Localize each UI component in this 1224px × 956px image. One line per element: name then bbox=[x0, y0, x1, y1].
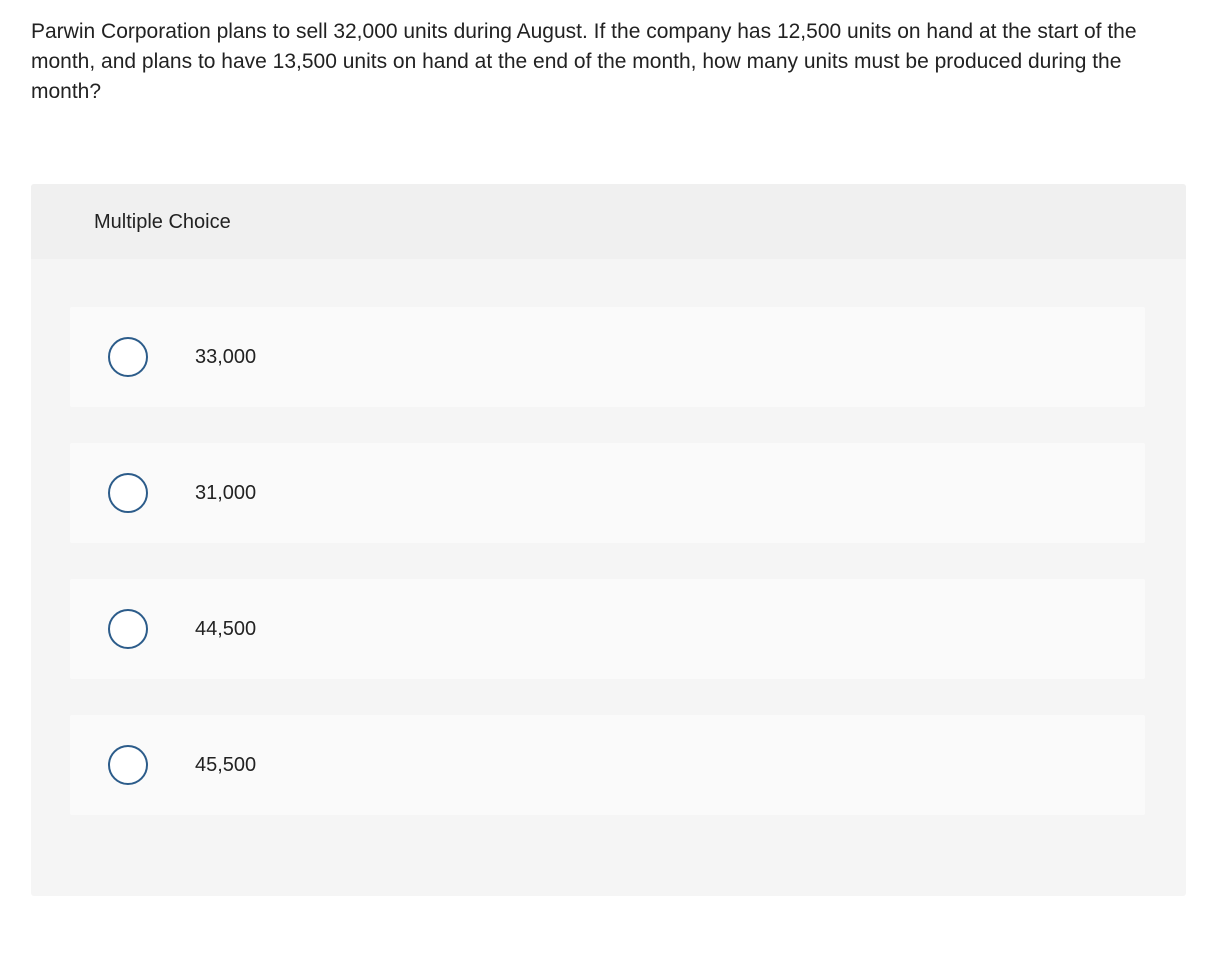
choice-label: 33,000 bbox=[195, 346, 257, 368]
radio-button-icon[interactable] bbox=[108, 745, 148, 785]
choice-option-2[interactable] bbox=[70, 443, 1145, 543]
choice-label: 31,000 bbox=[195, 482, 257, 504]
multiple-choice-header bbox=[31, 184, 1186, 259]
choice-option-4[interactable] bbox=[70, 715, 1145, 815]
choice-option-1[interactable] bbox=[70, 307, 1145, 407]
multiple-choice-panel bbox=[31, 184, 1186, 896]
question-text: Parwin Corporation plans to sell 32,000 units during August. If the company has 12,500 units on hand at the start of the month, and plans to have 13,500 units on hand at the end of the month, how many units must be produced during the month? bbox=[31, 20, 1137, 103]
radio-button-icon[interactable] bbox=[108, 337, 148, 377]
radio-button-icon[interactable] bbox=[108, 609, 148, 649]
choice-label: 44,500 bbox=[195, 618, 257, 640]
choice-label: 45,500 bbox=[195, 754, 257, 776]
radio-button-icon[interactable] bbox=[108, 473, 148, 513]
multiple-choice-title: Multiple Choice bbox=[94, 211, 231, 233]
choice-option-3[interactable] bbox=[70, 579, 1145, 679]
